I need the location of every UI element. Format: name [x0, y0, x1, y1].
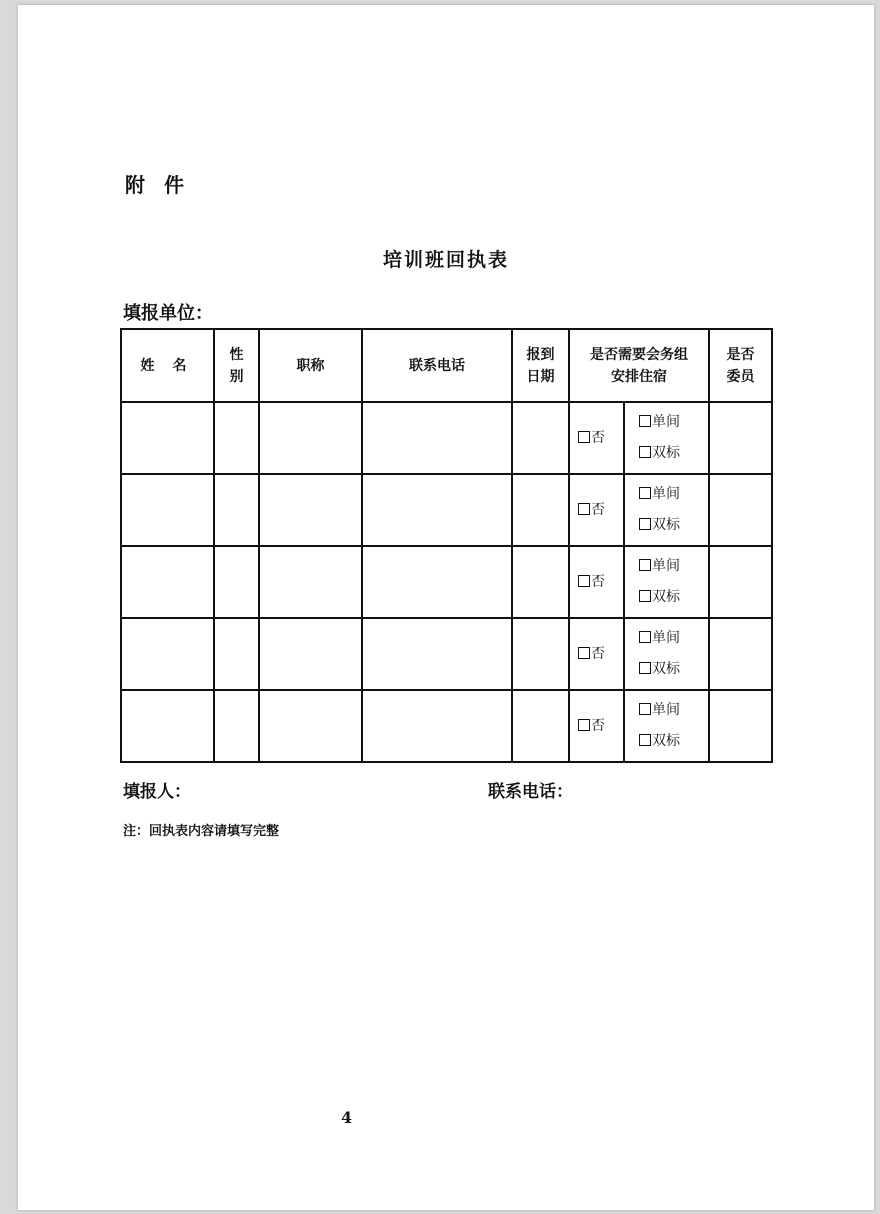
- option-label: 单间: [652, 630, 680, 646]
- checkbox-icon[interactable]: [578, 431, 590, 443]
- table-row: [121, 690, 772, 762]
- receipt-form-table: [120, 328, 773, 763]
- checkbox-icon[interactable]: [639, 703, 651, 715]
- room-double-option[interactable]: [625, 510, 708, 541]
- checkbox-icon[interactable]: [639, 415, 651, 427]
- page-number: 4: [341, 1108, 353, 1127]
- lodging-no-option[interactable]: [570, 715, 623, 737]
- room-type-cell: [624, 402, 709, 474]
- title-cell[interactable]: [259, 690, 362, 762]
- name-cell[interactable]: [121, 618, 214, 690]
- document-page: [18, 5, 874, 1210]
- name-cell[interactable]: [121, 690, 214, 762]
- checkbox-icon[interactable]: [578, 575, 590, 587]
- checkbox-icon[interactable]: [639, 590, 651, 602]
- lodging-no-cell: [569, 618, 624, 690]
- room-single-option[interactable]: [625, 479, 708, 510]
- phone-cell[interactable]: [362, 618, 512, 690]
- checkbox-icon[interactable]: [639, 734, 651, 746]
- lodging-no-option[interactable]: [570, 643, 623, 665]
- name-cell[interactable]: [121, 474, 214, 546]
- gender-cell[interactable]: [214, 402, 259, 474]
- header-lodging: 是否需要会务组安排住宿: [569, 329, 709, 402]
- checkbox-icon[interactable]: [578, 503, 590, 515]
- checkbox-icon[interactable]: [639, 446, 651, 458]
- phone-cell[interactable]: [362, 474, 512, 546]
- committee-cell[interactable]: [709, 402, 772, 474]
- header-phone: 联系电话: [362, 329, 512, 402]
- option-label: 双标: [652, 661, 680, 677]
- checkbox-icon[interactable]: [639, 518, 651, 530]
- lodging-no-option[interactable]: [570, 571, 623, 593]
- arrival-date-cell[interactable]: [512, 402, 569, 474]
- form-title: 培训班回执表: [382, 249, 509, 271]
- option-label: 单间: [652, 414, 680, 430]
- lodging-no-cell: [569, 474, 624, 546]
- arrival-date-cell[interactable]: [512, 546, 569, 618]
- phone-cell[interactable]: [362, 690, 512, 762]
- arrival-date-cell[interactable]: [512, 474, 569, 546]
- lodging-no-cell: [569, 546, 624, 618]
- option-label: 否: [591, 574, 605, 590]
- table-row: [121, 546, 772, 618]
- filler-label: 填报人：: [123, 782, 191, 802]
- option-label: 否: [591, 502, 605, 518]
- table-row: [121, 402, 772, 474]
- room-double-option[interactable]: [625, 438, 708, 469]
- gender-cell[interactable]: [214, 690, 259, 762]
- committee-cell[interactable]: [709, 474, 772, 546]
- gender-cell[interactable]: [214, 618, 259, 690]
- header-arrival-date: 报到日期: [512, 329, 569, 402]
- option-label: 双标: [652, 445, 680, 461]
- header-title: 职称: [259, 329, 362, 402]
- gender-cell[interactable]: [214, 474, 259, 546]
- lodging-no-cell: [569, 402, 624, 474]
- option-label: 否: [591, 646, 605, 662]
- lodging-no-cell: [569, 690, 624, 762]
- title-cell[interactable]: [259, 546, 362, 618]
- name-cell[interactable]: [121, 546, 214, 618]
- room-single-option[interactable]: [625, 623, 708, 654]
- arrival-date-cell[interactable]: [512, 618, 569, 690]
- committee-cell[interactable]: [709, 546, 772, 618]
- header-committee: 是否委员: [709, 329, 772, 402]
- option-label: 单间: [652, 558, 680, 574]
- phone-cell[interactable]: [362, 546, 512, 618]
- lodging-no-option[interactable]: [570, 499, 623, 521]
- title-cell[interactable]: [259, 474, 362, 546]
- option-label: 否: [591, 718, 605, 734]
- room-double-option[interactable]: [625, 654, 708, 685]
- phone-cell[interactable]: [362, 402, 512, 474]
- room-single-option[interactable]: [625, 407, 708, 438]
- title-cell[interactable]: [259, 402, 362, 474]
- committee-cell[interactable]: [709, 618, 772, 690]
- table-row: [121, 474, 772, 546]
- room-type-cell: [624, 618, 709, 690]
- reporting-unit-label: 填报单位：: [123, 303, 213, 324]
- option-label: 否: [591, 430, 605, 446]
- option-label: 单间: [652, 702, 680, 718]
- header-name: 姓名: [121, 329, 214, 402]
- arrival-date-cell[interactable]: [512, 690, 569, 762]
- checkbox-icon[interactable]: [578, 647, 590, 659]
- option-label: 双标: [652, 733, 680, 749]
- title-cell[interactable]: [259, 618, 362, 690]
- table-row: [121, 618, 772, 690]
- attachment-label: 附 件: [125, 173, 190, 197]
- lodging-no-option[interactable]: [570, 427, 623, 449]
- room-single-option[interactable]: [625, 695, 708, 726]
- room-double-option[interactable]: [625, 582, 708, 613]
- room-single-option[interactable]: [625, 551, 708, 582]
- checkbox-icon[interactable]: [578, 719, 590, 731]
- form-note: 注：回执表内容请填写完整: [123, 824, 280, 839]
- checkbox-icon[interactable]: [639, 631, 651, 643]
- header-gender: 性别: [214, 329, 259, 402]
- option-label: 单间: [652, 486, 680, 502]
- room-type-cell: [624, 690, 709, 762]
- gender-cell[interactable]: [214, 546, 259, 618]
- room-type-cell: [624, 546, 709, 618]
- checkbox-icon[interactable]: [639, 559, 651, 571]
- option-label: 双标: [652, 517, 680, 533]
- table-header-row: [121, 329, 772, 402]
- checkbox-icon[interactable]: [639, 662, 651, 674]
- name-cell[interactable]: [121, 402, 214, 474]
- checkbox-icon[interactable]: [639, 487, 651, 499]
- contact-phone-label: 联系电话：: [488, 782, 573, 802]
- option-label: 双标: [652, 589, 680, 605]
- room-type-cell: [624, 474, 709, 546]
- committee-cell[interactable]: [709, 690, 772, 762]
- room-double-option[interactable]: [625, 726, 708, 757]
